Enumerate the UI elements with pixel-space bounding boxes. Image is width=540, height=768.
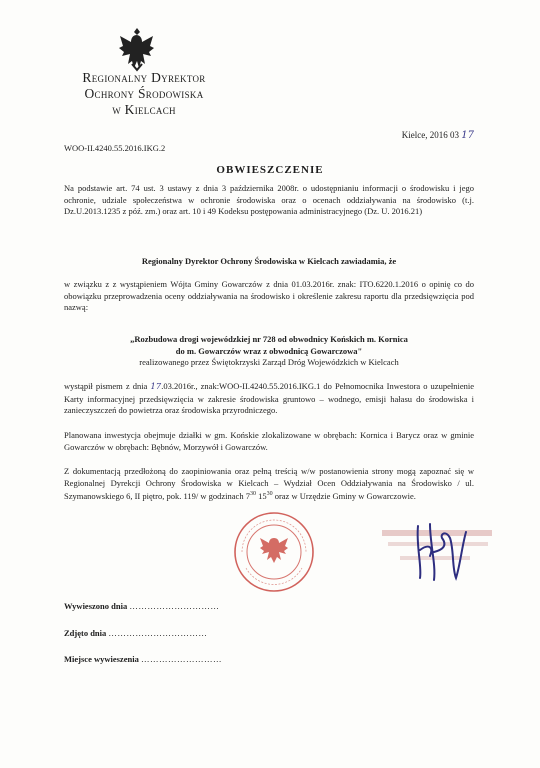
posted-label: Wywieszono dnia — [64, 601, 128, 611]
p5-sup2: 30 — [266, 491, 273, 498]
org-line-2: Ochrony Środowiska — [84, 86, 204, 101]
p5-before: Z dokumentacją przedłożoną do zaopiniowania oraz pełną treścią w/w postanowienia strony mogą zapoznać się w Regionalnej Dyrekcji Ochrony Środowiska w Kielcach – Wydział Ocen Oddziaływania na Środowisko / ul. Szymanowskiego 6, II piętro, pok. 119/ w godzinach 7 — [64, 466, 474, 502]
legal-basis-paragraph: Na podstawie art. 74 ust. 3 ustawy z dnia 3 października 2008r. o udostępnianiu informacji o środowisku i jego ochronie, udziale społeczeństwa w ochronie środowiska oraz o ocenach oddziaływania na środowisko (t.j. Dz.U.2013.1235 z póź. zm.) oraz art. 10 i 49 Kodeksu postępowania administracyjnego (Dz. U. 2016.21) — [64, 183, 474, 217]
posted-date-line — [64, 601, 219, 611]
documentation-access-paragraph — [64, 466, 474, 503]
place-date — [402, 130, 474, 141]
removed-dots: …………………………… — [108, 628, 208, 638]
case-signature: WOO-II.4240.55.2016.IKG.2 — [64, 143, 166, 153]
request-paragraph: w związku z z wystąpieniem Wójta Gminy Gowarczów z dnia 01.03.2016r. znak: ITO.6220.1.2016 o opinię co do obowiązku przeprowadzenia oceny oddziaływania na środowisko i określenie zakresu raportu dla przedsięwzięcia pod nazwą: — [64, 279, 474, 313]
place-label: Miejsce wywieszenia — [64, 654, 139, 664]
p5-sup1: 30 — [249, 491, 256, 498]
posted-dots: ………………………… — [129, 601, 220, 611]
investment-area-paragraph: Planowana inwestycja obejmuje działki w gm. Końskie zlokalizowane w obrębach: Kornica i Barycz oraz w gminie Gowarczów w obrębach: Bębnów, Morzywół i Gowarczów. — [64, 430, 474, 452]
p5-middle: 15 — [255, 491, 267, 502]
posting-place-line — [64, 654, 222, 664]
subject-line-2: do m. Gowarczów wraz z obwodnicą Gowarczowa" — [175, 345, 363, 356]
removed-label: Zdjęto dnia — [64, 628, 107, 638]
p3-after: .03.2016r., znak:WOO-II.4240.55.2016.IKG.1 do Pełnomocnika Inwestora o uzupełnienie Karty informacyjnej przedsięwzięcia w zakresie środowiska gruntowo – wodnego, emisji hałasu do środowiska i zanieczyszczeń do powietrza oraz środowiska przyrodniczego. — [64, 381, 474, 416]
subject-line-3: realizowanego przez Świętokrzyski Zarząd Dróg Wojewódzkich w Kielcach — [139, 357, 399, 368]
supplement-paragraph — [64, 381, 474, 417]
subject-line-1: „Rozbudowa drogi wojewódzkiej nr 728 od obwodnicy Końskich m. Kornica — [130, 334, 408, 344]
document-title: OBWIESZCZENIE — [216, 164, 324, 176]
project-subject — [64, 334, 474, 369]
p5-after: oraz w Urzędzie Gminy w Gowarczowie. — [272, 491, 416, 502]
org-line-3: w Kielcach — [112, 102, 176, 117]
official-round-stamp-icon — [232, 510, 316, 594]
place-date-handwritten-day: 17 — [461, 130, 474, 141]
removed-date-line — [64, 628, 207, 638]
eagle-emblem-icon — [118, 26, 156, 72]
org-line-1: Regionalny Dyrektor — [82, 70, 206, 85]
organization-name — [64, 70, 224, 118]
p3-handwritten-day: 17 — [150, 382, 162, 392]
handwritten-signature-icon — [412, 516, 472, 586]
announcement-heading: Regionalny Dyrektor Ochrony Środowiska w Kielcach zawiadamia, że — [141, 256, 397, 266]
p3-before: wystąpił pismem z dnia — [64, 381, 151, 391]
place-date-text: Kielce, 2016 03 — [401, 130, 460, 140]
place-dots: ……………………… — [140, 654, 222, 664]
